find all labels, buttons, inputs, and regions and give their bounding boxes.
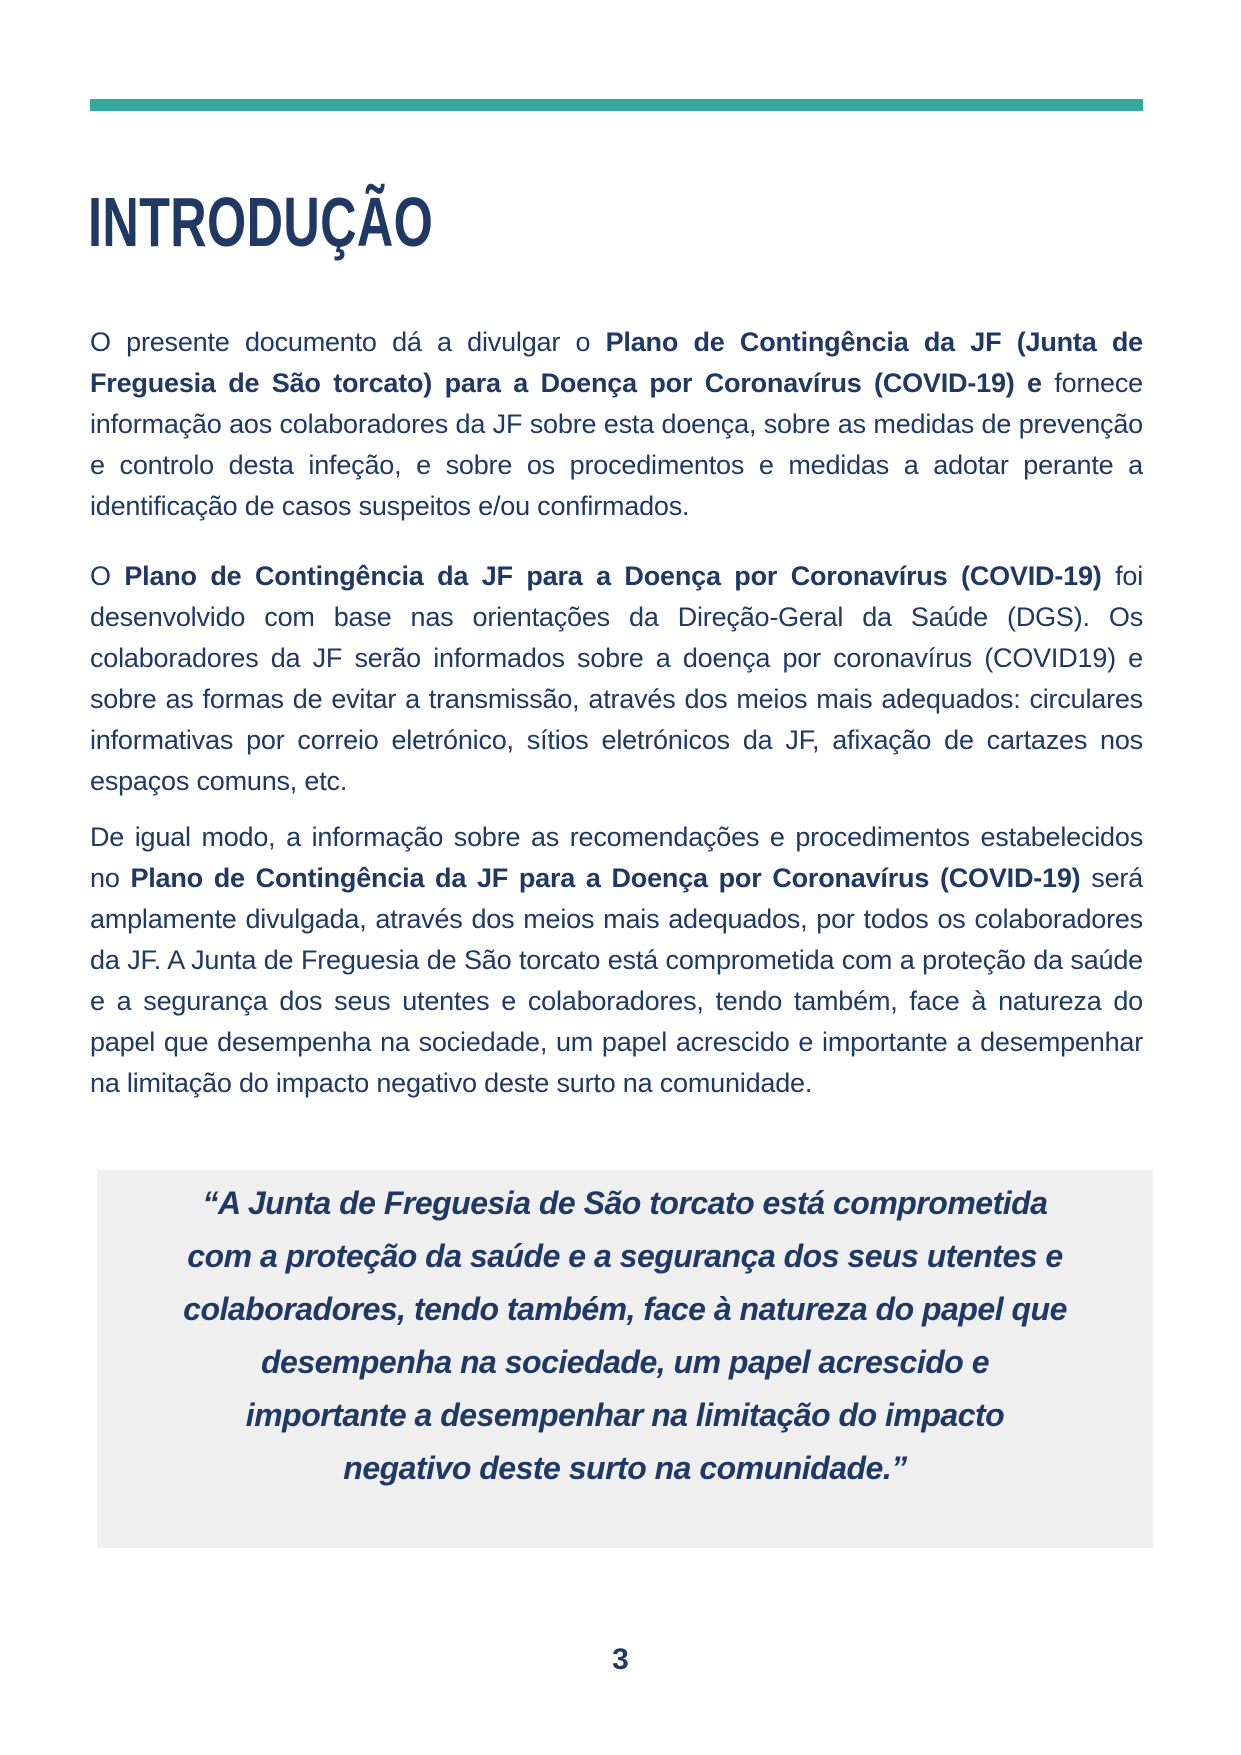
intro-paragraph-2: O Plano de Contingência da JF para a Doença por Coronavírus (COVID-19) foi desenvolvido com base nas orientações da Direção-Geral da Saúde (DGS). Os colaboradores da JF serão informados sobre a doença por coronavírus (COVID19) e sobre as formas de evitar a transmissão, através dos meios mais adequados: circulares informativas por correio eletrónico, sítios eletrónicos da JF, afixação de cartazes nos espaços comuns, etc. — [90, 561, 1143, 796]
page-title: INTRODUÇÃO — [88, 182, 434, 261]
page-number: 3 — [612, 1643, 629, 1676]
intro-paragraph-1: O presente documento dá a divulgar o Plano de Contingência da JF (Junta de Freguesia de São torcato) para a Doença por Coronavírus (COVID-19) e fornece informação aos colaboradores da JF sobre esta doença, sobre as medidas de prevenção e controlo desta infeção, e sobre os procedimentos e medidas a adotar perante a identificação de casos suspeitos e/ou confirmados. — [90, 327, 1143, 521]
quote-box — [97, 1170, 1153, 1548]
accent-bar — [90, 99, 1143, 111]
intro-paragraph-3: De igual modo, a informação sobre as recomendações e procedimentos estabelecidos no Plano de Contingência da JF para a Doença por Coronavírus (COVID-19) será amplamente divulgada, através dos meios mais adequados, por todos os colaboradores da JF. A Junta de Freguesia de São torcato está comprometida com a proteção da saúde e a segurança dos seus utentes e colaboradores, tendo também, face à natureza do papel que desempenha na sociedade, um papel acrescido e importante a desempenhar na limitação do impacto negativo deste surto na comunidade. — [90, 822, 1143, 1098]
quote-text: “A Junta de Freguesia de São torcato está comprometida com a proteção da saúde e a segurança dos seus utentes e colaboradores, tendo também, face à natureza do papel que desempenha na sociedade, um papel acrescido e importante a desempenhar na limitação do impacto negativo deste surto na comunidade.” — [183, 1185, 1067, 1486]
